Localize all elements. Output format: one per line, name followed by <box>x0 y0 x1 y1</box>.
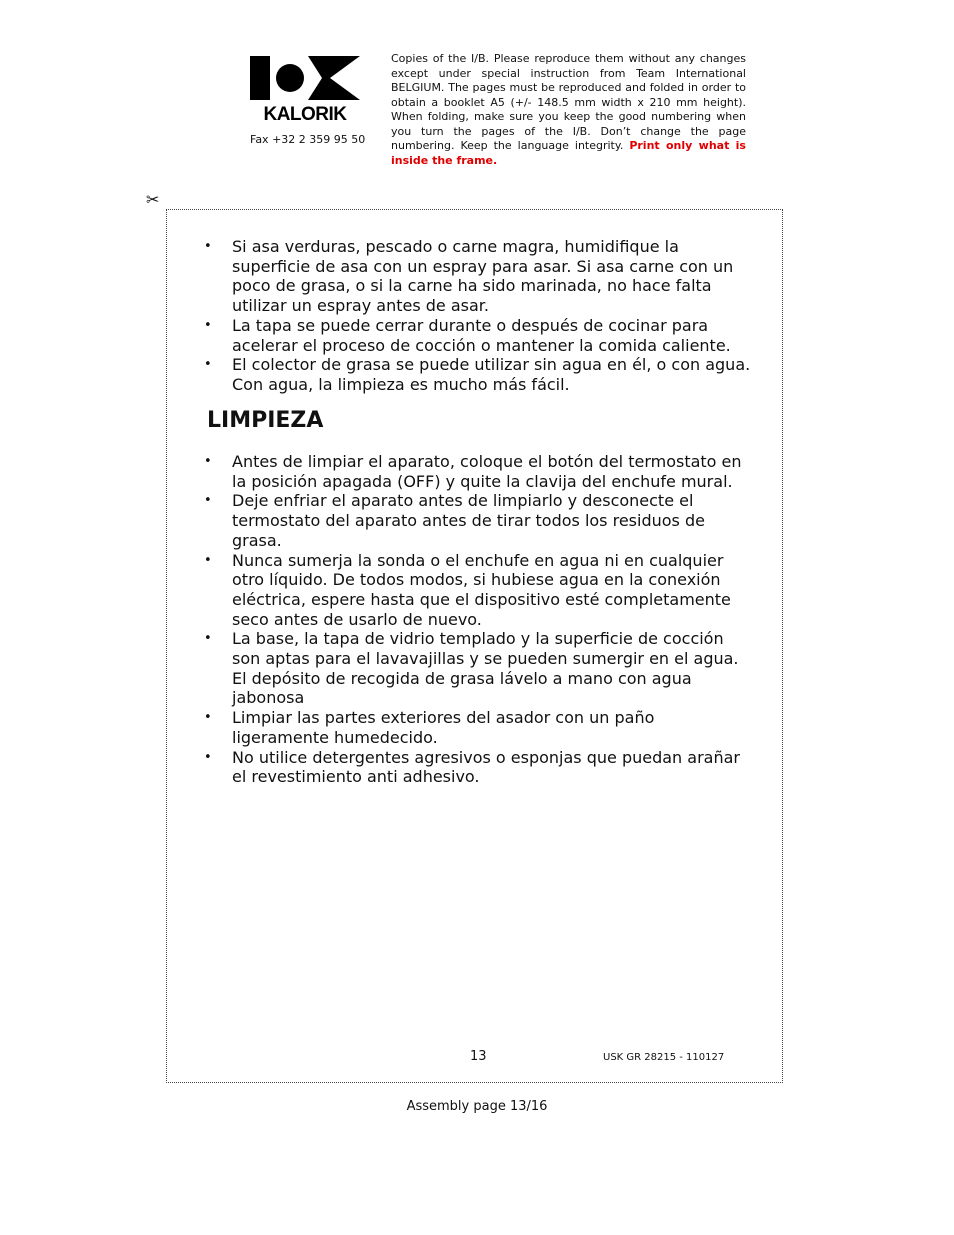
list-item: • No utilice detergentes agresivos o esponjas que puedan arañar el revestimiento anti adhesivo. <box>232 748 752 787</box>
kalorik-logo <box>250 56 360 126</box>
list-item: • La tapa se puede cerrar durante o después de cocinar para acelerar el proceso de cocción o mantener la comida caliente. <box>232 316 752 355</box>
kalorik-logo-text: KALORIK <box>263 104 347 125</box>
list-item: • Antes de limpiar el aparato, coloque el botón del termostato en la posición apagada (OFF) y quite la clavija del enchufe mural. <box>232 452 752 491</box>
notice-end: . <box>493 153 498 167</box>
reproduction-notice <box>391 52 746 168</box>
list-item: • Deje enfriar el aparato antes de limpiarlo y desconecte el termostato del aparato antes de tirar todos los residuos de grasa. <box>232 491 752 550</box>
page-number: 13 <box>470 1049 487 1064</box>
notice-text: Copies of the I/B. Please reproduce them without any changes except under special instruction from Team International BELGIUM. The pages must be reproduced and folded in order to obtain a booklet A5 (+/- 148.5 mm width x 210 mm height). When folding, make sure you keep the good numbering when you turn the pages of the I/B. Don’t change the page numbering. Keep the language integrity. <box>391 52 746 152</box>
assembly-page-label: Assembly page 13/16 <box>406 1099 548 1114</box>
kalorik-logo-mark <box>250 56 360 126</box>
cleaning-list <box>232 452 752 787</box>
list-item: • La base, la tapa de vidrio templado y la superficie de cocción son aptas para el lavavajillas y se pueden sumergir en el agua. El depósito de recogida de grasa lávelo a mano con agua jabonosa <box>232 629 752 708</box>
document-code: USK GR 28215 - 110127 <box>603 1052 725 1063</box>
list-item: • Nunca sumerja la sonda o el enchufe en agua ni en cualquier otro líquido. De todos modos, si hubiese agua en la conexión eléctrica, espere hasta que el dispositivo esté completamente seco antes de usarlo de nuevo. <box>232 551 752 630</box>
fax-number: Fax +32 2 359 95 50 <box>250 133 366 146</box>
scissors-icon: ✂ <box>146 190 160 209</box>
list-item: • Limpiar las partes exteriores del asador con un paño ligeramente humedecido. <box>232 708 752 747</box>
notice-highlight: Print only what is inside the frame <box>391 139 746 167</box>
usage-tips-list <box>232 237 752 395</box>
list-item: • Si asa verduras, pescado o carne magra, humidifique la superficie de asa con un espray para asar. Si asa carne con un poco de grasa, o si la carne ha sido marinada, no hace falta utilizar un espray antes de asar. <box>232 237 752 316</box>
section-heading: LIMPIEZA <box>207 408 324 433</box>
list-item: • El colector de grasa se puede utilizar sin agua en él, o con agua. Con agua, la limpieza es mucho más fácil. <box>232 355 752 394</box>
